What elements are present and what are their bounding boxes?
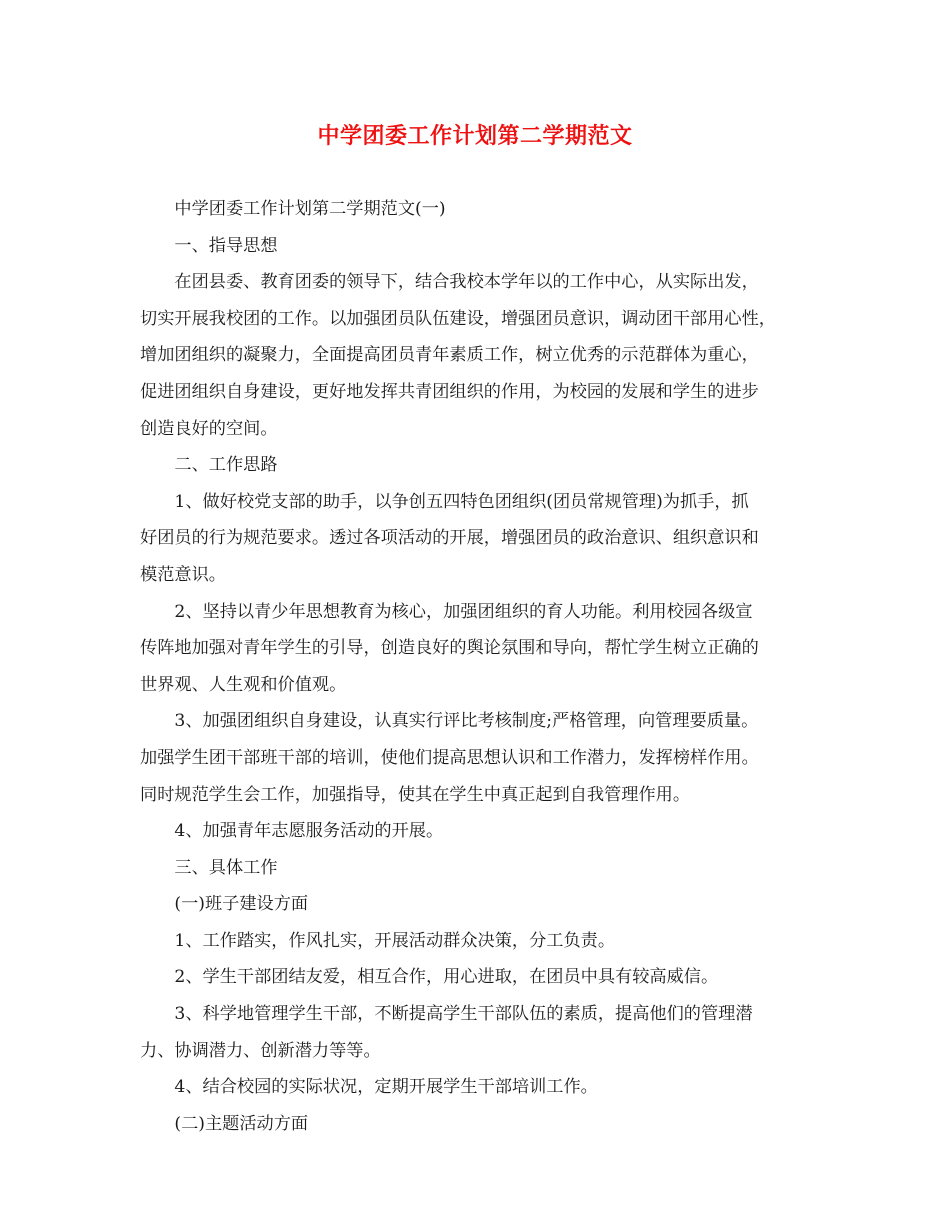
section-heading-specific-work: 三、具体工作 [174, 857, 278, 878]
text-line: 加强学生团干部班干部的培训，使他们提高思想认识和工作潜力，发挥榜样作用。 [140, 747, 759, 768]
list-item [140, 703, 830, 813]
section-heading-work-approach: 二、工作思路 [174, 455, 278, 476]
text-line: 促进团组织自身建设，更好地发挥共青团组织的作用，为校园的发展和学生的进步 [140, 381, 759, 402]
text-line: 2、学生干部团结友爱，相互合作，用心进取，在团员中具有较高威信。 [174, 967, 719, 988]
subheading-theme-activities: (二)主题活动方面 [174, 1113, 309, 1134]
document-body [140, 191, 830, 1142]
text-line: 3、科学地管理学生干部，不断提高学生干部队伍的素质，提高他们的管理潜 [174, 1004, 753, 1025]
text-line: 世界观、人生观和价值观。 [140, 674, 347, 695]
text-line: 1、做好校党支部的助手，以争创五四特色团组织(团员常规管理)为抓手，抓 [174, 491, 749, 512]
text-line: 3、加强团组织自身建设，认真实行评比考核制度;严格管理，向管理要质量。 [174, 711, 759, 732]
text-line: 4、结合校园的实际状况，定期开展学生干部培训工作。 [174, 1077, 598, 1098]
text-line: 力、协调潜力、创新潜力等等。 [140, 1040, 381, 1061]
paragraph-guiding-ideology [140, 264, 830, 447]
list-item [140, 923, 830, 960]
list-item [140, 1069, 830, 1106]
text-line: 同时规范学生会工作，加强指导，使其在学生中真正起到自我管理作用。 [140, 784, 691, 805]
text-line: 4、加强青年志愿服务活动的开展。 [174, 821, 444, 842]
text-line: 2、坚持以青少年思想教育为核心，加强团组织的育人功能。利用校园各级宣 [174, 601, 753, 622]
text-line: 模范意识。 [140, 564, 226, 585]
text-line: 1、工作踏实，作风扎实，开展活动群众决策，分工负责。 [174, 930, 616, 951]
document-title: 中学团委工作计划第二学期范文 [317, 123, 633, 149]
text-line: 增加团组织的凝聚力，全面提高团员青年素质工作，树立优秀的示范群体为重心， [140, 345, 759, 366]
text-line: 好团员的行为规范要求。透过各项活动的开展，增强团员的政治意识、组织意识和 [140, 528, 759, 549]
list-item [140, 959, 830, 996]
list-item [140, 996, 830, 1069]
list-item [140, 484, 830, 594]
document-subtitle: 中学团委工作计划第二学期范文(一) [174, 199, 446, 219]
text-line: 传阵地加强对青年学生的引导，创造良好的舆论氛围和导向，帮忙学生树立正确的 [140, 638, 759, 659]
list-item [140, 813, 830, 850]
subheading-team-building: (一)班子建设方面 [174, 894, 309, 915]
list-item [140, 594, 830, 704]
text-line: 切实开展我校团的工作。以加强团员队伍建设，增强团员意识，调动团干部用心性， [140, 308, 776, 329]
text-line: 创造良好的空间。 [140, 418, 278, 439]
text-line: 在团县委、教育团委的领导下，结合我校本学年以的工作中心，从实际出发， [174, 272, 759, 293]
section-heading-guiding-ideology: 一、指导思想 [174, 235, 278, 256]
